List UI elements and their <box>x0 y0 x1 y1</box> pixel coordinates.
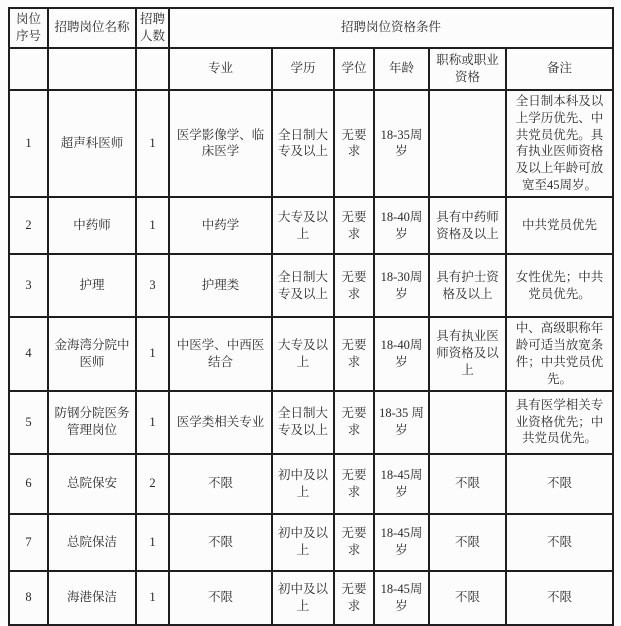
cell-notes: 女性优先；中共党员优先。 <box>506 254 613 317</box>
cell-position-name: 中药师 <box>48 197 136 254</box>
cell-degree: 无要求 <box>334 571 374 625</box>
cell-title-qualification: 不限 <box>429 571 506 625</box>
header-cell-headcount: 招聘人数 <box>136 8 169 48</box>
cell-seq: 4 <box>9 317 48 391</box>
cell-major: 医学影像学、临床医学 <box>169 90 272 197</box>
cell-education: 全日制大专及以上 <box>272 90 334 197</box>
cell-education: 初中及以上 <box>272 454 334 514</box>
recruitment-table <box>8 7 614 626</box>
cell-education: 初中及以上 <box>272 571 334 625</box>
table-row <box>9 197 613 254</box>
cell-education: 大专及以上 <box>272 197 334 254</box>
cell-seq: 2 <box>9 197 48 254</box>
table-row <box>9 254 613 317</box>
header-cell-count-empty <box>136 48 169 90</box>
header-cell-age: 年龄 <box>374 48 429 90</box>
cell-headcount: 1 <box>136 571 169 625</box>
header-cell-degree: 学位 <box>334 48 374 90</box>
cell-major: 不限 <box>169 571 272 625</box>
cell-position-name: 海港保洁 <box>48 571 136 625</box>
cell-degree: 无要求 <box>334 90 374 197</box>
header-row-sub <box>9 48 613 90</box>
cell-position-name: 防钢分院医务管理岗位 <box>48 391 136 454</box>
cell-notes: 全日制本科及以上学历优先、中共党员优先。具有执业医师资格及以上年龄可放宽至45周岁。 <box>506 90 613 197</box>
cell-degree: 无要求 <box>334 514 374 571</box>
cell-headcount: 1 <box>136 317 169 391</box>
cell-headcount: 1 <box>136 514 169 571</box>
cell-title-qualification: 不限 <box>429 514 506 571</box>
cell-degree: 无要求 <box>334 317 374 391</box>
cell-seq: 7 <box>9 514 48 571</box>
cell-headcount: 3 <box>136 254 169 317</box>
cell-position-name: 金海湾分院中医师 <box>48 317 136 391</box>
table-body <box>9 90 613 625</box>
cell-education: 全日制大专及以上 <box>272 254 334 317</box>
table-row <box>9 90 613 197</box>
cell-position-name: 总院保洁 <box>48 514 136 571</box>
cell-headcount: 1 <box>136 197 169 254</box>
cell-notes: 不限 <box>506 514 613 571</box>
cell-education: 初中及以上 <box>272 514 334 571</box>
header-cell-qualification-group: 招聘岗位资格条件 <box>169 8 613 48</box>
table-row <box>9 317 613 391</box>
cell-age: 18-45周岁 <box>374 514 429 571</box>
table-row <box>9 391 613 454</box>
header-cell-position-name: 招聘岗位名称 <box>48 8 136 48</box>
cell-seq: 8 <box>9 571 48 625</box>
cell-notes: 具有医学相关专业资格优先；中共党员优先。 <box>506 391 613 454</box>
header-row-top <box>9 8 613 48</box>
cell-position-name: 总院保安 <box>48 454 136 514</box>
header-cell-seq: 岗位序号 <box>9 8 48 48</box>
cell-headcount: 1 <box>136 391 169 454</box>
cell-title-qualification: 具有护士资格及以上 <box>429 254 506 317</box>
cell-age: 18-35 周岁 <box>374 391 429 454</box>
cell-major: 不限 <box>169 514 272 571</box>
table-row <box>9 514 613 571</box>
cell-title-qualification: 不限 <box>429 454 506 514</box>
cell-notes: 中、高级职称年龄可适当放宽条件；中共党员优先。 <box>506 317 613 391</box>
cell-age: 18-35周岁 <box>374 90 429 197</box>
cell-notes: 不限 <box>506 454 613 514</box>
table-row <box>9 571 613 625</box>
header-cell-major: 专业 <box>169 48 272 90</box>
cell-title-qualification: 具有中药师资格及以上 <box>429 197 506 254</box>
header-cell-seq-empty <box>9 48 48 90</box>
cell-age: 18-30周岁 <box>374 254 429 317</box>
cell-position-name: 超声科医师 <box>48 90 136 197</box>
cell-title-qualification: 具有执业医师资格及以上 <box>429 317 506 391</box>
cell-seq: 5 <box>9 391 48 454</box>
cell-seq: 3 <box>9 254 48 317</box>
header-cell-education: 学历 <box>272 48 334 90</box>
header-cell-title-qualification: 职称或职业资格 <box>429 48 506 90</box>
cell-degree: 无要求 <box>334 254 374 317</box>
cell-age: 18-45周岁 <box>374 454 429 514</box>
cell-major: 中医学、中西医结合 <box>169 317 272 391</box>
cell-education: 全日制大专及以上 <box>272 391 334 454</box>
header-cell-notes: 备注 <box>506 48 613 90</box>
cell-major: 不限 <box>169 454 272 514</box>
table-row <box>9 454 613 514</box>
cell-notes: 中共党员优先 <box>506 197 613 254</box>
cell-headcount: 2 <box>136 454 169 514</box>
cell-seq: 1 <box>9 90 48 197</box>
table-header <box>9 8 613 90</box>
cell-seq: 6 <box>9 454 48 514</box>
cell-age: 18-40周岁 <box>374 197 429 254</box>
cell-age: 18-45周岁 <box>374 571 429 625</box>
cell-education: 大专及以上 <box>272 317 334 391</box>
cell-headcount: 1 <box>136 90 169 197</box>
cell-major: 护理类 <box>169 254 272 317</box>
cell-age: 18-40周岁 <box>374 317 429 391</box>
cell-title-qualification <box>429 90 506 197</box>
cell-major: 医学类相关专业 <box>169 391 272 454</box>
cell-degree: 无要求 <box>334 454 374 514</box>
cell-major: 中药学 <box>169 197 272 254</box>
cell-position-name: 护理 <box>48 254 136 317</box>
cell-degree: 无要求 <box>334 197 374 254</box>
cell-title-qualification <box>429 391 506 454</box>
cell-degree: 无要求 <box>334 391 374 454</box>
cell-notes: 不限 <box>506 571 613 625</box>
header-cell-name-empty <box>48 48 136 90</box>
